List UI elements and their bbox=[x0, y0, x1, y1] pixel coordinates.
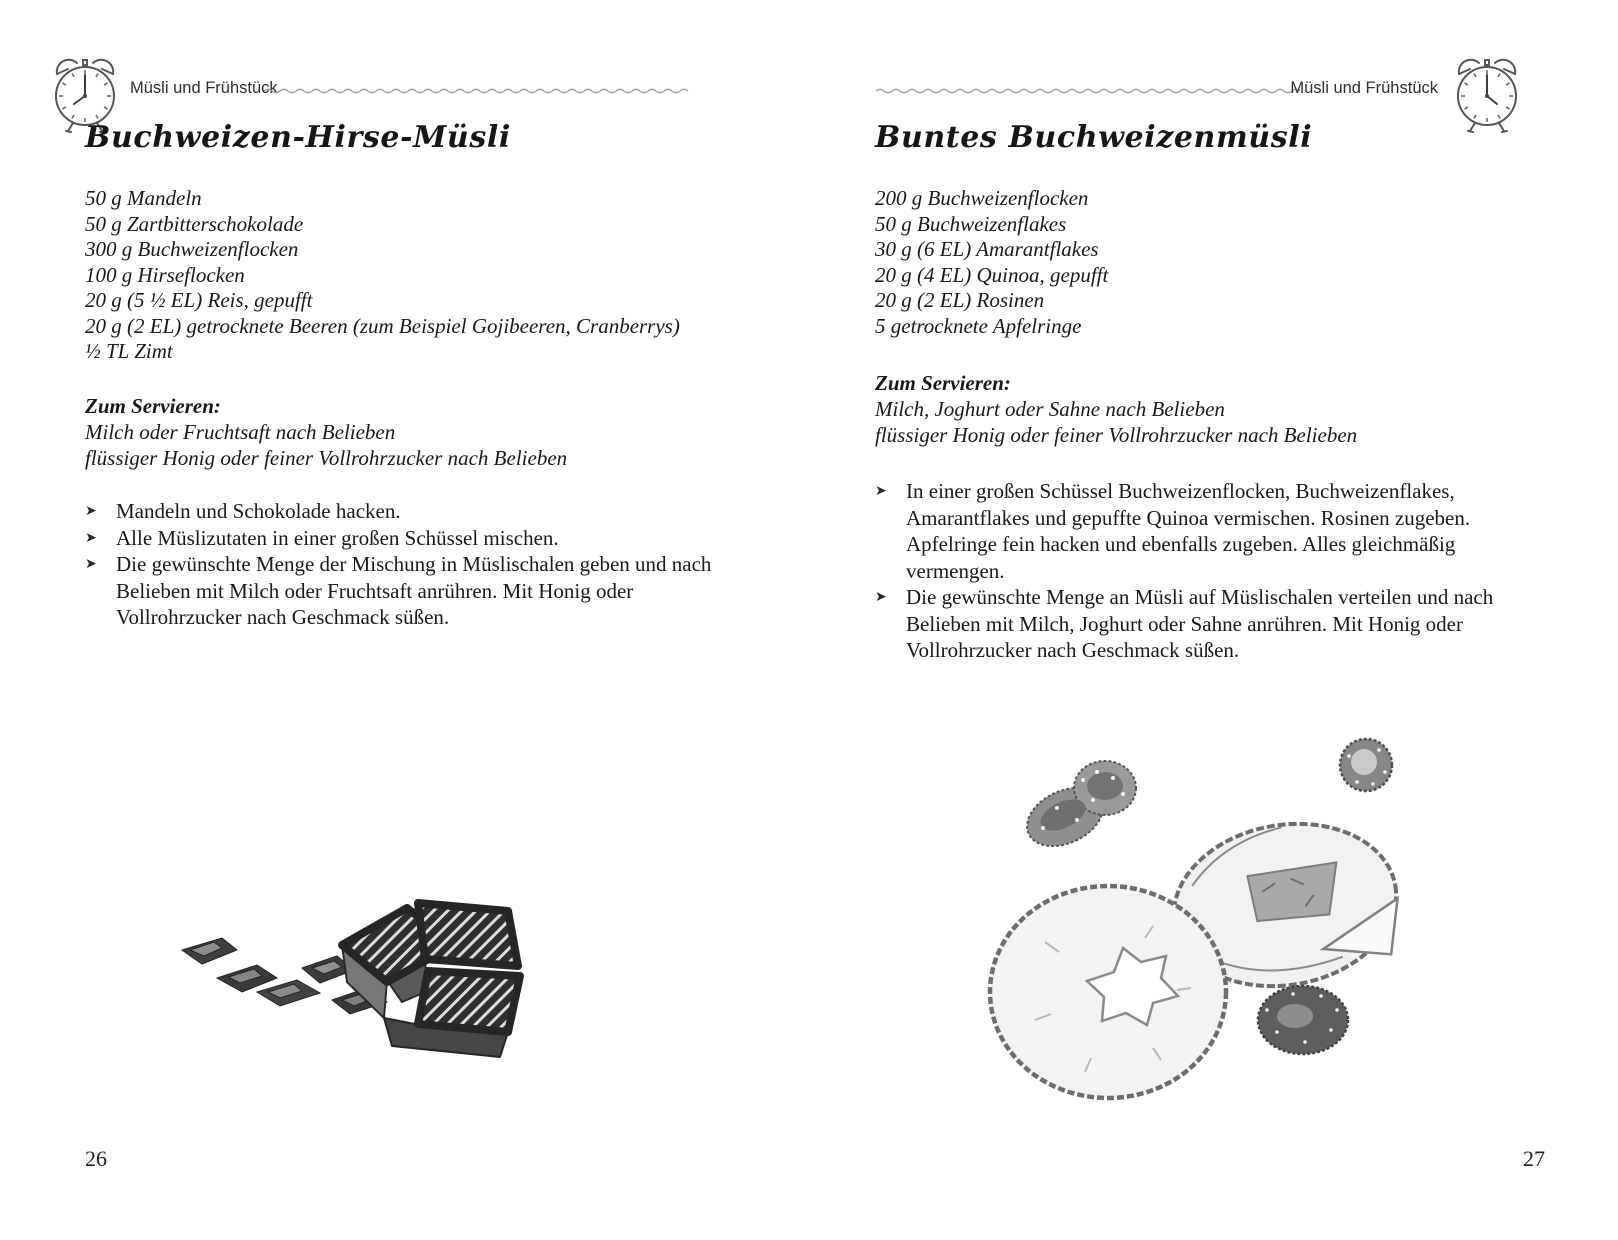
instruction-step bbox=[85, 551, 713, 631]
ingredient-line: ½ TL Zimt bbox=[85, 339, 173, 363]
serving-heading: Zum Servieren: bbox=[85, 394, 221, 418]
chapter-label: Müsli und Frühstück bbox=[130, 79, 278, 97]
arrow-bullet-icon: ➤ bbox=[85, 529, 97, 546]
ingredient-line: 20 g (2 EL) getrocknete Beeren (zum Beispiel Gojibeeren, Cranberrys) bbox=[85, 313, 680, 338]
serving-section bbox=[875, 370, 1357, 448]
ingredient-line: 300 g Buchweizenflocken bbox=[85, 237, 299, 261]
page-right bbox=[809, 0, 1618, 1240]
instruction-text: Mandeln und Schokolade hacken. bbox=[116, 499, 401, 523]
ingredients-list bbox=[875, 186, 1525, 339]
serving-line: Milch oder Fruchtsaft nach Belieben bbox=[85, 420, 396, 444]
ingredient-line: 200 g Buchweizenflocken bbox=[875, 186, 1089, 210]
instructions-list bbox=[85, 498, 713, 631]
arrow-bullet-icon: ➤ bbox=[85, 556, 97, 572]
ingredient-line: 100 g Hirseflocken bbox=[85, 262, 245, 287]
instructions-list bbox=[875, 478, 1515, 664]
instruction-text: In einer großen Schüssel Buchweizenflocken, Buchweizenflakes, Amarantflakes und gepuffte Quinoa vermischen. Rosinen zugeben. Apfelringe fein hacken und ebenfalls zugeben. Alles gleichmäßig vermengen. bbox=[906, 479, 1471, 583]
chapter-label: Müsli und Frühstück bbox=[1290, 79, 1438, 97]
alarm-clock-icon bbox=[1446, 50, 1528, 134]
page-number: 26 bbox=[85, 1146, 107, 1171]
instruction-step bbox=[875, 478, 1515, 584]
ingredient-line: 30 g (6 EL) Amarantflakes bbox=[875, 237, 1099, 261]
ingredient-line: 50 g Buchweizenflakes bbox=[875, 211, 1067, 236]
ingredient-line: 20 g (5 ½ EL) Reis, gepufft bbox=[85, 288, 313, 312]
recipe-title: Buntes Buchweizenmüsli bbox=[875, 120, 1313, 155]
ingredient-line: 50 g Zartbitterschokolade bbox=[85, 211, 304, 236]
serving-line: flüssiger Honig oder feiner Vollrohrzucker nach Belieben bbox=[85, 446, 568, 470]
ingredient-line: 20 g (4 EL) Quinoa, gepufft bbox=[875, 262, 1109, 287]
serving-heading: Zum Servieren: bbox=[875, 371, 1011, 395]
wavy-divider bbox=[875, 86, 1309, 95]
instruction-step bbox=[85, 498, 713, 525]
ingredients-list bbox=[85, 186, 735, 365]
ingredient-line: 20 g (2 EL) Rosinen bbox=[875, 288, 1045, 312]
arrow-bullet-icon: ➤ bbox=[875, 589, 887, 605]
wavy-divider bbox=[263, 86, 697, 95]
chocolate-illustration bbox=[162, 850, 562, 1070]
dried-apple-rings-illustration bbox=[965, 720, 1420, 1115]
ingredient-line: 5 getrocknete Apfelringe bbox=[875, 313, 1082, 338]
serving-line: flüssiger Honig oder feiner Vollrohrzucker nach Belieben bbox=[875, 423, 1358, 447]
instruction-step bbox=[85, 525, 713, 552]
arrow-bullet-icon: ➤ bbox=[875, 483, 887, 499]
instruction-text: Die gewünschte Menge der Mischung in Müslischalen geben und nach Belieben mit Milch oder Fruchtsaft anrühren. Mit Honig oder Vollrohrzucker nach Geschmack süßen. bbox=[116, 552, 712, 629]
page-number: 27 bbox=[1523, 1146, 1545, 1171]
serving-section bbox=[85, 393, 567, 471]
recipe-title: Buchweizen-Hirse-Müsli bbox=[85, 120, 511, 155]
arrow-bullet-icon: ➤ bbox=[85, 503, 97, 519]
ingredient-line: 50 g Mandeln bbox=[85, 186, 202, 210]
instruction-text: Die gewünschte Menge an Müsli auf Müslischalen verteilen und nach Belieben mit Milch, Joghurt oder Sahne anrühren. Mit Honig oder Vollrohrzucker nach Geschmack süßen. bbox=[906, 585, 1494, 662]
instruction-text: Alle Müslizutaten in einer großen Schüssel mischen. bbox=[116, 525, 559, 550]
serving-line: Milch, Joghurt oder Sahne nach Belieben bbox=[875, 397, 1225, 421]
instruction-step bbox=[875, 584, 1515, 664]
